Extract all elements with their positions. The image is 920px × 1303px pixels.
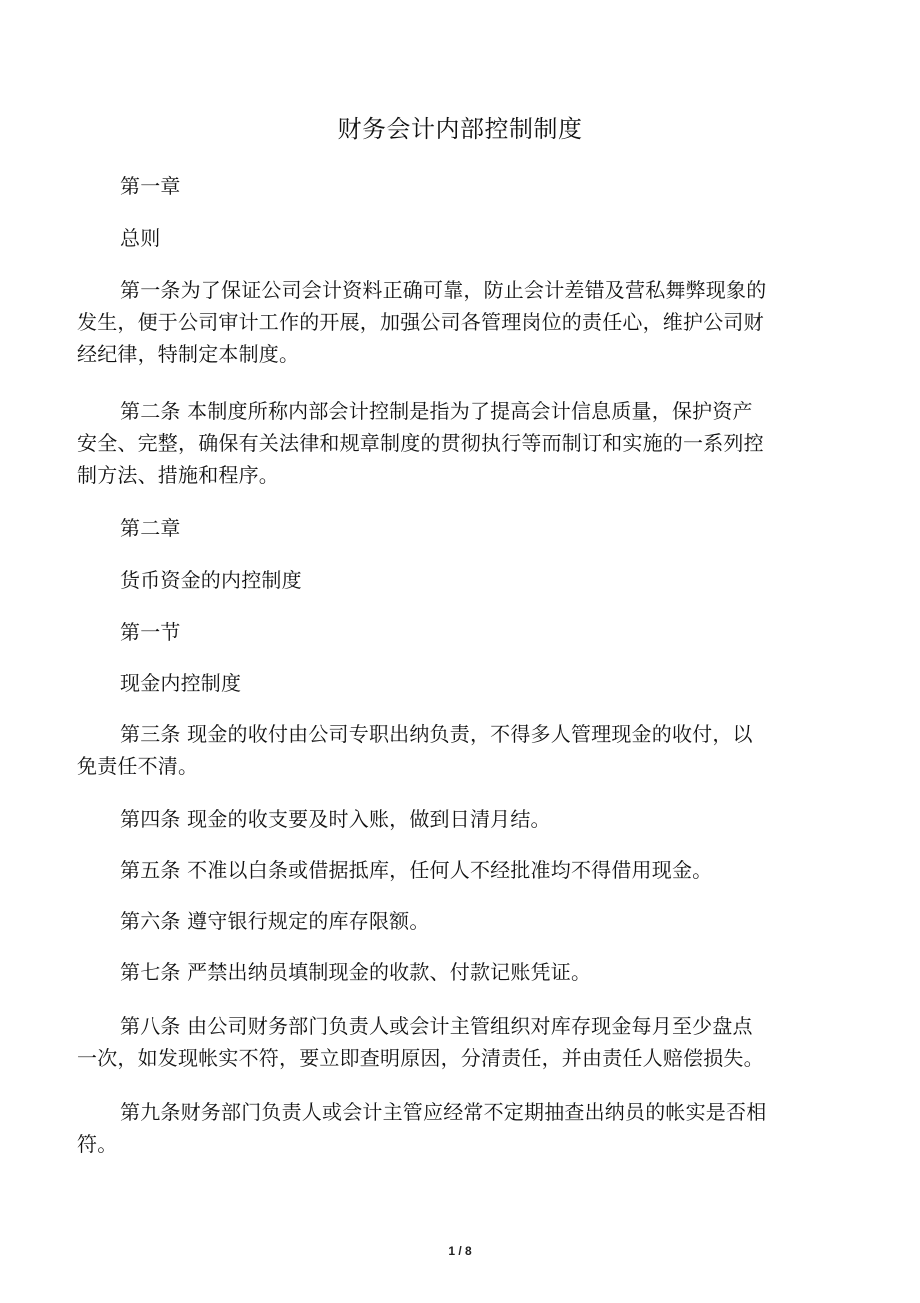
article-paragraph: 第九条财务部门负责人或会计主管应经常不定期抽查出纳员的帐实是否相符。 <box>77 1100 767 1156</box>
chapter-heading: 第一章 <box>120 174 181 198</box>
section-heading: 第一节 <box>120 620 181 644</box>
article-paragraph: 第一条为了保证公司会计资料正确可靠，防止会计差错及营私舞弊现象的发生，便于公司审计工作的开展，加强公司各管理岗位的责任心，维护公司财经纪律，特制定本制度。 <box>77 278 767 366</box>
page-number: 1 / 8 <box>448 1244 472 1258</box>
article-paragraph: 第二条 本制度所称内部会计控制是指为了提高会计信息质量，保护资产安全、完整，确保有关法律和规章制度的贯彻执行等而制订和实施的一系列控制方法、措施和程序。 <box>77 399 764 487</box>
chapter-title: 总则 <box>120 226 161 250</box>
article-paragraph: 第三条 现金的收付由公司专职出纳负责，不得多人管理现金的收付，以免责任不清。 <box>77 722 753 778</box>
article-paragraph: 第六条 遵守银行规定的库存限额。 <box>120 909 430 933</box>
document-title: 财务会计内部控制制度 <box>337 115 583 143</box>
section-title: 现金内控制度 <box>120 671 242 695</box>
chapter-title: 货币资金的内控制度 <box>120 568 302 592</box>
article-paragraph: 第八条 由公司财务部门负责人或会计主管组织对库存现金每月至少盘点一次，如发现帐实不符，要立即查明原因，分清责任，并由责任人赔偿损失。 <box>77 1014 764 1070</box>
article-paragraph: 第七条 严禁出纳员填制现金的收款、付款记账凭证。 <box>120 960 592 984</box>
chapter-heading: 第二章 <box>120 516 181 540</box>
article-paragraph: 第四条 现金的收支要及时入账，做到日清月结。 <box>120 807 551 831</box>
article-paragraph: 第五条 不准以白条或借据抵库，任何人不经批准均不得借用现金。 <box>120 858 713 882</box>
